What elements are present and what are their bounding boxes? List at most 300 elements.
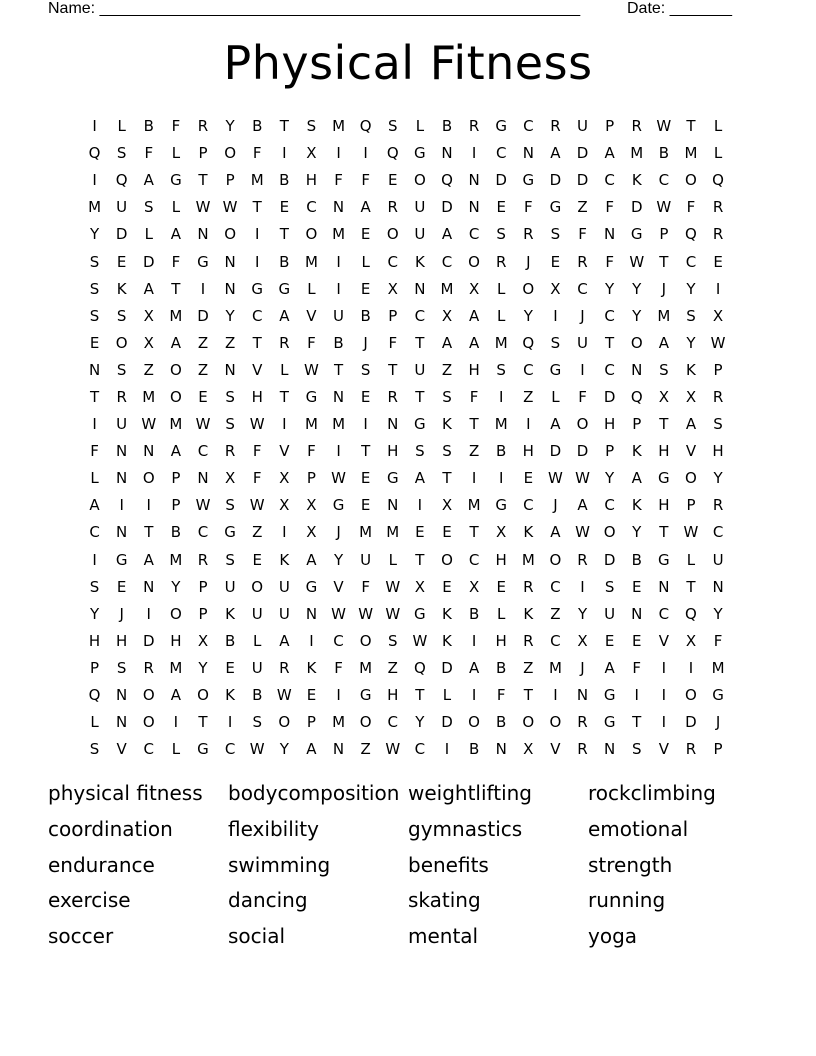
grid-letter[interactable]: O xyxy=(169,360,182,379)
grid-letter[interactable]: H xyxy=(495,550,507,569)
grid-letter[interactable]: O xyxy=(197,686,209,705)
grid-letter[interactable]: B xyxy=(333,333,344,352)
grid-letter[interactable]: C xyxy=(550,631,561,650)
grid-letter[interactable]: R xyxy=(468,117,480,136)
grid-letter[interactable]: O xyxy=(224,144,236,163)
grid-letter[interactable]: D xyxy=(576,171,589,190)
grid-letter[interactable]: S xyxy=(496,225,506,244)
grid-letter[interactable]: A xyxy=(468,658,480,677)
grid-letter[interactable]: G xyxy=(549,198,562,217)
grid-letter[interactable]: W xyxy=(304,360,319,379)
grid-letter[interactable]: U xyxy=(333,306,345,325)
grid-letter[interactable]: Y xyxy=(605,279,615,298)
grid-letter[interactable]: P xyxy=(632,415,642,434)
grid-letter[interactable]: H xyxy=(305,171,318,190)
grid-letter[interactable]: M xyxy=(332,225,346,244)
grid-letter[interactable]: O xyxy=(142,469,155,488)
grid-letter[interactable]: S xyxy=(225,550,235,569)
grid-letter[interactable]: E xyxy=(496,198,506,217)
grid-letter[interactable]: E xyxy=(89,333,100,352)
grid-letter[interactable]: R xyxy=(712,387,724,406)
grid-letter[interactable]: T xyxy=(415,550,425,569)
grid-letter[interactable]: H xyxy=(387,686,399,705)
grid-letter[interactable]: E xyxy=(632,577,642,596)
grid-letter[interactable]: E xyxy=(415,523,425,542)
grid-letter[interactable]: S xyxy=(89,252,100,271)
grid-letter[interactable]: T xyxy=(144,523,154,542)
grid-letter[interactable]: A xyxy=(604,144,615,163)
grid-letter[interactable]: H xyxy=(88,631,101,650)
grid-letter[interactable]: T xyxy=(388,360,398,379)
grid-letter[interactable]: Z xyxy=(550,604,561,623)
grid-letter[interactable]: R xyxy=(712,496,724,515)
grid-letter[interactable]: R xyxy=(685,740,697,759)
grid-letter[interactable]: C xyxy=(685,252,697,271)
grid-letter[interactable]: I xyxy=(282,144,287,163)
grid-letter[interactable]: S xyxy=(225,387,235,406)
grid-letter[interactable]: E xyxy=(252,550,262,569)
grid-letter[interactable]: J xyxy=(363,333,368,352)
grid-letter[interactable]: C xyxy=(197,523,209,542)
grid-letter[interactable]: H xyxy=(658,496,670,515)
grid-letter[interactable]: B xyxy=(441,117,453,136)
grid-letter[interactable]: Q xyxy=(522,333,535,352)
grid-letter[interactable]: M xyxy=(304,415,318,434)
grid-letter[interactable]: C xyxy=(468,550,480,569)
grid-letter[interactable]: H xyxy=(170,631,182,650)
grid-letter[interactable]: V xyxy=(658,740,669,759)
grid-letter[interactable]: H xyxy=(603,415,616,434)
grid-letter[interactable]: O xyxy=(468,713,480,732)
grid-letter[interactable]: I xyxy=(92,550,97,569)
grid-letter[interactable]: I xyxy=(580,577,585,596)
grid-letter[interactable]: V xyxy=(252,360,263,379)
grid-letter[interactable]: A xyxy=(441,333,453,352)
grid-letter[interactable]: N xyxy=(604,225,616,244)
grid-letter[interactable]: C xyxy=(523,496,534,515)
grid-letter[interactable]: E xyxy=(279,198,290,217)
grid-letter[interactable]: V xyxy=(279,442,290,461)
grid-letter[interactable]: J xyxy=(526,252,531,271)
grid-letter[interactable]: D xyxy=(603,550,616,569)
grid-letter[interactable]: N xyxy=(332,198,345,217)
grid-letter[interactable]: C xyxy=(550,577,561,596)
grid-letter[interactable]: N xyxy=(332,740,345,759)
grid-letter[interactable]: A xyxy=(170,442,182,461)
grid-letter[interactable]: S xyxy=(659,360,669,379)
grid-letter[interactable]: R xyxy=(116,387,127,406)
grid-letter[interactable]: Z xyxy=(143,360,154,379)
grid-letter[interactable]: S xyxy=(550,333,561,352)
grid-letter[interactable]: S xyxy=(387,117,398,136)
grid-letter[interactable]: C xyxy=(604,496,615,515)
grid-letter[interactable]: P xyxy=(198,577,208,596)
grid-letter[interactable]: V xyxy=(550,740,561,759)
grid-letter[interactable]: X xyxy=(712,306,724,325)
grid-letter[interactable]: E xyxy=(360,387,371,406)
grid-letter[interactable]: J xyxy=(661,279,667,298)
grid-letter[interactable]: S xyxy=(631,740,642,759)
grid-letter[interactable]: C xyxy=(197,442,209,461)
grid-letter[interactable]: U xyxy=(116,415,128,434)
grid-letter[interactable]: O xyxy=(522,279,535,298)
grid-letter[interactable]: T xyxy=(333,360,344,379)
grid-letter[interactable]: G xyxy=(658,469,670,488)
grid-letter[interactable]: P xyxy=(171,496,181,515)
grid-letter[interactable]: Z xyxy=(197,333,209,352)
grid-letter[interactable]: F xyxy=(523,198,533,217)
grid-letter[interactable]: N xyxy=(116,686,128,705)
grid-letter[interactable]: M xyxy=(169,658,183,677)
grid-letter[interactable]: G xyxy=(278,279,291,298)
grid-letter[interactable]: E xyxy=(360,469,371,488)
grid-letter[interactable]: X xyxy=(441,306,453,325)
grid-letter[interactable]: G xyxy=(630,225,643,244)
grid-letter[interactable]: C xyxy=(523,117,534,136)
grid-letter[interactable]: K xyxy=(523,604,534,623)
grid-letter[interactable]: U xyxy=(278,604,290,623)
grid-letter[interactable]: Y xyxy=(225,117,235,136)
grid-letter[interactable]: T xyxy=(686,577,696,596)
grid-letter[interactable]: J xyxy=(715,713,721,732)
grid-letter[interactable]: T xyxy=(469,523,479,542)
grid-letter[interactable]: T xyxy=(198,713,208,732)
grid-letter[interactable]: A xyxy=(279,631,290,650)
grid-letter[interactable]: I xyxy=(92,171,97,190)
grid-letter[interactable]: U xyxy=(224,577,236,596)
grid-letter[interactable]: W xyxy=(195,415,211,434)
grid-letter[interactable]: N xyxy=(224,360,236,379)
grid-letter[interactable]: M xyxy=(521,550,535,569)
grid-letter[interactable]: N xyxy=(468,171,480,190)
grid-letter[interactable]: X xyxy=(685,631,697,650)
grid-letter[interactable]: F xyxy=(334,658,343,677)
grid-letter[interactable]: O xyxy=(685,469,697,488)
grid-letter[interactable]: B xyxy=(468,604,480,623)
grid-letter[interactable]: K xyxy=(306,658,317,677)
grid-letter[interactable]: K xyxy=(414,252,425,271)
grid-letter[interactable]: K xyxy=(442,631,452,650)
grid-letter[interactable]: E xyxy=(496,577,506,596)
grid-letter[interactable]: I xyxy=(471,686,477,705)
grid-letter[interactable]: A xyxy=(441,225,453,244)
grid-letter[interactable]: F xyxy=(632,658,642,677)
grid-letter[interactable]: T xyxy=(659,415,669,434)
grid-letter[interactable]: E xyxy=(550,252,561,271)
grid-letter[interactable]: M xyxy=(684,144,698,163)
grid-letter[interactable]: T xyxy=(442,469,452,488)
grid-letter[interactable]: O xyxy=(359,631,372,650)
grid-letter[interactable]: T xyxy=(632,713,642,732)
grid-letter[interactable]: X xyxy=(414,577,425,596)
grid-letter[interactable]: S xyxy=(89,279,100,298)
grid-letter[interactable]: C xyxy=(251,306,263,325)
grid-letter[interactable]: A xyxy=(89,496,100,515)
grid-letter[interactable]: I xyxy=(336,686,341,705)
grid-letter[interactable]: O xyxy=(305,225,318,244)
grid-letter[interactable]: I xyxy=(282,523,287,542)
grid-letter[interactable]: O xyxy=(549,550,562,569)
grid-letter[interactable]: I xyxy=(553,686,558,705)
grid-letter[interactable]: B xyxy=(224,631,236,650)
grid-letter[interactable]: F xyxy=(307,442,316,461)
grid-letter[interactable]: X xyxy=(279,496,290,515)
grid-letter[interactable]: D xyxy=(197,306,209,325)
grid-letter[interactable]: W xyxy=(276,686,292,705)
grid-letter[interactable]: G xyxy=(603,713,616,732)
grid-letter[interactable]: K xyxy=(116,279,127,298)
grid-letter[interactable]: Q xyxy=(88,144,101,163)
grid-letter[interactable]: T xyxy=(198,171,208,190)
grid-letter[interactable]: X xyxy=(441,496,453,515)
grid-letter[interactable]: J xyxy=(580,306,585,325)
grid-letter[interactable]: K xyxy=(279,550,290,569)
grid-letter[interactable]: B xyxy=(252,117,263,136)
grid-letter[interactable]: A xyxy=(468,333,480,352)
grid-letter[interactable]: U xyxy=(414,198,426,217)
grid-letter[interactable]: M xyxy=(332,713,346,732)
grid-letter[interactable]: I xyxy=(634,686,639,705)
grid-letter[interactable]: E xyxy=(306,686,317,705)
grid-letter[interactable]: P xyxy=(605,117,615,136)
grid-letter[interactable]: B xyxy=(631,550,642,569)
grid-letter[interactable]: X xyxy=(468,279,480,298)
grid-letter[interactable]: S xyxy=(225,496,235,515)
grid-letter[interactable]: G xyxy=(522,171,535,190)
grid-letter[interactable]: C xyxy=(387,252,398,271)
grid-letter[interactable]: D xyxy=(576,144,589,163)
grid-letter[interactable]: L xyxy=(144,225,153,244)
grid-letter[interactable]: E xyxy=(225,658,235,677)
grid-letter[interactable]: Y xyxy=(605,469,615,488)
grid-letter[interactable]: A xyxy=(143,550,154,569)
grid-letter[interactable]: I xyxy=(471,631,477,650)
grid-letter[interactable]: J xyxy=(553,496,558,515)
grid-letter[interactable]: F xyxy=(469,387,479,406)
grid-letter[interactable]: F xyxy=(144,144,154,163)
grid-letter[interactable]: Z xyxy=(523,658,534,677)
grid-letter[interactable]: C xyxy=(387,713,398,732)
grid-letter[interactable]: Y xyxy=(577,604,588,623)
grid-letter[interactable]: Y xyxy=(333,550,344,569)
grid-letter[interactable]: I xyxy=(580,360,585,379)
grid-letter[interactable]: N xyxy=(495,740,507,759)
grid-letter[interactable]: F xyxy=(334,171,343,190)
grid-letter[interactable]: L xyxy=(497,604,506,623)
grid-letter[interactable]: L xyxy=(90,469,99,488)
grid-letter[interactable]: T xyxy=(659,523,669,542)
grid-letter[interactable]: D xyxy=(630,198,643,217)
grid-letter[interactable]: I xyxy=(336,252,341,271)
grid-letter[interactable]: A xyxy=(631,469,642,488)
grid-letter[interactable]: B xyxy=(496,658,507,677)
grid-letter[interactable]: N xyxy=(197,225,209,244)
grid-letter[interactable]: Z xyxy=(360,740,371,759)
grid-letter[interactable]: V xyxy=(658,631,669,650)
grid-letter[interactable]: P xyxy=(388,306,398,325)
grid-letter[interactable]: E xyxy=(442,523,452,542)
grid-letter[interactable]: F xyxy=(388,333,398,352)
grid-letter[interactable]: I xyxy=(661,686,667,705)
grid-letter[interactable]: W xyxy=(249,415,265,434)
grid-letter[interactable]: K xyxy=(631,171,642,190)
grid-letter[interactable]: U xyxy=(604,604,616,623)
grid-letter[interactable]: C xyxy=(658,171,670,190)
grid-letter[interactable]: X xyxy=(685,387,697,406)
grid-letter[interactable]: O xyxy=(359,713,372,732)
grid-letter[interactable]: I xyxy=(498,469,504,488)
grid-letter[interactable]: N xyxy=(576,686,589,705)
grid-letter[interactable]: O xyxy=(169,387,182,406)
grid-letter[interactable]: B xyxy=(496,713,507,732)
grid-letter[interactable]: K xyxy=(225,686,236,705)
grid-letter[interactable]: Q xyxy=(386,144,399,163)
grid-letter[interactable]: W xyxy=(575,523,590,542)
grid-letter[interactable]: M xyxy=(169,550,183,569)
grid-letter[interactable]: U xyxy=(577,333,589,352)
grid-letter[interactable]: Q xyxy=(712,171,724,190)
grid-letter[interactable]: E xyxy=(604,631,615,650)
grid-letter[interactable]: X xyxy=(306,496,317,515)
grid-letter[interactable]: N xyxy=(387,415,399,434)
grid-letter[interactable]: R xyxy=(279,333,290,352)
grid-letter[interactable]: B xyxy=(360,306,371,325)
grid-letter[interactable]: D xyxy=(549,442,562,461)
grid-letter[interactable]: R xyxy=(523,631,534,650)
grid-letter[interactable]: K xyxy=(523,523,534,542)
grid-letter[interactable]: A xyxy=(604,658,615,677)
grid-letter[interactable]: T xyxy=(279,387,289,406)
grid-letter[interactable]: W xyxy=(385,740,401,759)
grid-letter[interactable]: D xyxy=(142,252,155,271)
date-field[interactable]: Date: _______ xyxy=(627,0,732,17)
grid-letter[interactable]: T xyxy=(659,252,669,271)
grid-letter[interactable]: L xyxy=(442,686,452,705)
grid-letter[interactable]: E xyxy=(360,496,371,515)
grid-letter[interactable]: W xyxy=(412,631,428,650)
grid-letter[interactable]: A xyxy=(306,740,317,759)
grid-letter[interactable]: O xyxy=(441,550,453,569)
grid-letter[interactable]: M xyxy=(169,415,183,434)
grid-letter[interactable]: N xyxy=(143,442,155,461)
grid-letter[interactable]: C xyxy=(604,171,615,190)
grid-letter[interactable]: L xyxy=(253,631,262,650)
grid-letter[interactable]: U xyxy=(414,360,426,379)
grid-letter[interactable]: W xyxy=(141,415,157,434)
grid-letter[interactable]: F xyxy=(578,225,587,244)
grid-letter[interactable]: H xyxy=(495,631,507,650)
grid-letter[interactable]: E xyxy=(360,225,371,244)
grid-letter[interactable]: B xyxy=(468,740,480,759)
grid-letter[interactable]: A xyxy=(360,198,371,217)
grid-letter[interactable]: N xyxy=(631,604,643,623)
grid-letter[interactable]: A xyxy=(170,225,182,244)
grid-letter[interactable]: F xyxy=(361,171,370,190)
grid-letter[interactable]: F xyxy=(496,686,506,705)
grid-letter[interactable]: F xyxy=(605,252,614,271)
grid-letter[interactable]: C xyxy=(495,144,507,163)
grid-letter[interactable]: L xyxy=(171,740,181,759)
grid-letter[interactable]: F xyxy=(171,117,181,136)
grid-letter[interactable]: R xyxy=(387,198,398,217)
grid-letter[interactable]: W xyxy=(249,496,265,515)
grid-letter[interactable]: O xyxy=(576,415,589,434)
grid-letter[interactable]: C xyxy=(89,523,100,542)
grid-letter[interactable]: I xyxy=(92,117,97,136)
grid-letter[interactable]: I xyxy=(200,279,206,298)
grid-letter[interactable]: X xyxy=(577,631,588,650)
grid-letter[interactable]: A xyxy=(468,306,480,325)
grid-letter[interactable]: C xyxy=(441,252,453,271)
grid-letter[interactable]: R xyxy=(577,713,588,732)
grid-letter[interactable]: R xyxy=(712,225,724,244)
grid-letter[interactable]: M xyxy=(250,171,264,190)
grid-letter[interactable]: A xyxy=(306,550,317,569)
grid-letter[interactable]: F xyxy=(171,252,181,271)
grid-letter[interactable]: T xyxy=(89,387,100,406)
grid-letter[interactable]: N xyxy=(468,198,480,217)
grid-letter[interactable]: X xyxy=(523,740,534,759)
grid-letter[interactable]: I xyxy=(553,306,558,325)
grid-letter[interactable]: T xyxy=(171,279,181,298)
grid-letter[interactable]: T xyxy=(686,117,696,136)
grid-letter[interactable]: R xyxy=(197,550,209,569)
grid-letter[interactable]: G xyxy=(332,496,345,515)
grid-letter[interactable]: X xyxy=(143,306,154,325)
grid-letter[interactable]: Y xyxy=(89,225,100,244)
grid-letter[interactable]: I xyxy=(92,415,97,434)
grid-letter[interactable]: C xyxy=(414,306,426,325)
grid-letter[interactable]: M xyxy=(630,144,644,163)
grid-letter[interactable]: L xyxy=(171,144,181,163)
grid-letter[interactable]: Q xyxy=(441,171,453,190)
grid-letter[interactable]: I xyxy=(336,144,341,163)
grid-letter[interactable]: M xyxy=(169,306,183,325)
grid-letter[interactable]: X xyxy=(658,387,669,406)
grid-letter[interactable]: S xyxy=(550,225,561,244)
grid-letter[interactable]: M xyxy=(88,198,102,217)
grid-letter[interactable]: I xyxy=(661,658,667,677)
grid-letter[interactable]: U xyxy=(251,658,263,677)
grid-letter[interactable]: R xyxy=(577,550,588,569)
grid-letter[interactable]: X xyxy=(496,523,507,542)
grid-letter[interactable]: L xyxy=(713,117,723,136)
grid-letter[interactable]: L xyxy=(361,252,370,271)
grid-letter[interactable]: W xyxy=(385,577,401,596)
grid-letter[interactable]: D xyxy=(441,198,453,217)
name-field[interactable]: Name: ______________________________________________________ xyxy=(48,0,581,17)
grid-letter[interactable]: D xyxy=(576,442,589,461)
grid-letter[interactable]: T xyxy=(279,225,289,244)
grid-letter[interactable]: N xyxy=(604,740,616,759)
grid-letter[interactable]: W xyxy=(575,469,590,488)
grid-letter[interactable]: I xyxy=(526,415,531,434)
grid-letter[interactable]: C xyxy=(604,360,615,379)
grid-letter[interactable]: I xyxy=(715,279,721,298)
grid-letter[interactable]: T xyxy=(605,333,615,352)
grid-letter[interactable]: C xyxy=(658,604,670,623)
grid-letter[interactable]: I xyxy=(146,496,151,515)
grid-letter[interactable]: F xyxy=(307,333,316,352)
grid-letter[interactable]: I xyxy=(254,252,260,271)
grid-letter[interactable]: D xyxy=(495,171,507,190)
grid-letter[interactable]: U xyxy=(251,604,263,623)
grid-letter[interactable]: M xyxy=(359,658,373,677)
grid-letter[interactable]: Y xyxy=(632,306,642,325)
grid-letter[interactable]: I xyxy=(363,144,368,163)
grid-letter[interactable]: O xyxy=(522,713,535,732)
grid-letter[interactable]: O xyxy=(142,713,155,732)
